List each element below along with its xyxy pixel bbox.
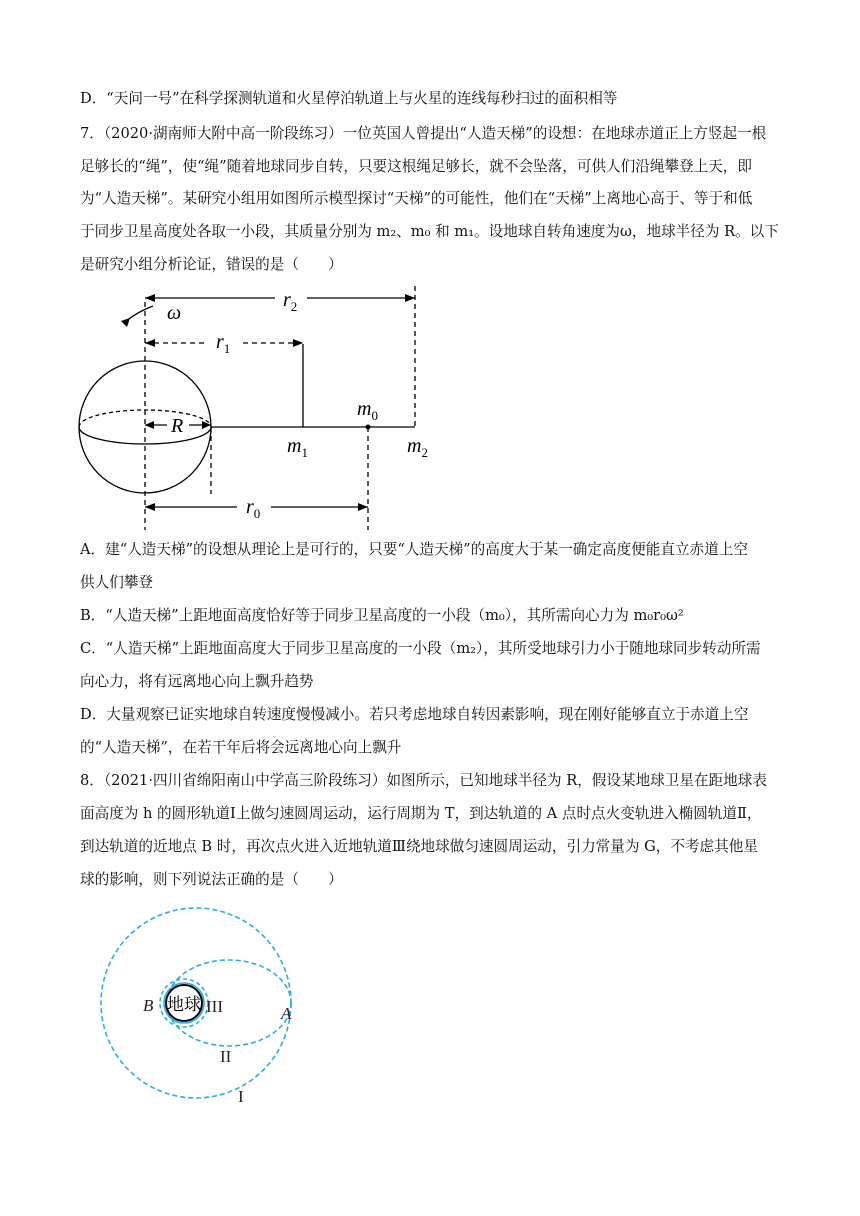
m0-label: $m_0$ (357, 398, 378, 423)
m1-label: $m_1$ (287, 435, 308, 460)
q8-stem-line-1: 8．（2021·四川省绵阳南山中学高三阶段练习）如图所示，已知地球半径为 R，假设某地球卫星在距地球表 (80, 772, 767, 789)
option-d-q6: D．“天问一号”在科学探测轨道和火星停泊轨道上与火星的连线每秒扫过的面积相等 (80, 90, 618, 107)
q7-stem-line-5: 是研究小组分析论证，错误的是（ ） (80, 256, 343, 273)
earth-label: 地球 (167, 995, 201, 1015)
q7-option-d-line-2: 的“人造天梯”，在若干年后将会远离地心向上飘升 (80, 739, 402, 756)
q7-stem-line-4: 于同步卫星高度处各取一小段，其质量分别为 m₂、m₀ 和 m₁。设地球自转角速度为ω，地球半径为 R。以下 (80, 223, 779, 240)
omega-label: ω (167, 302, 182, 324)
q7-option-c-line-2: 向心力，将有远离地心向上飘升趋势 (80, 673, 314, 690)
point-b-label: B (143, 996, 154, 1015)
q7-stem-line-2: 足够长的“绳”，使“绳”随着地球同步自转，只要这根绳足够长，就不会坠落，可供人们沿绳攀登上天，即 (80, 158, 752, 175)
orbit-figure (80, 905, 320, 1105)
q7-option-a-line-1: A．建“人造天梯”的设想从理论上是可行的，只要“人造天梯”的高度大于某一确定高度便能直立赤道上空 (80, 541, 748, 558)
q8-stem-line-3: 到达轨道的近地点 B 时，再次点火进入近地轨道Ⅲ绕地球做匀速圆周运动，引力常量为 G，不考虑其他星 (80, 838, 758, 855)
q8-stem-line-4: 球的影响，则下列说法正确的是（ ） (80, 871, 343, 888)
q7-option-d-line-1: D．大量观察已证实地球自转速度慢慢减小。若只考虑地球自转因素影响，现在刚好能够直立于赤道上空 (80, 706, 749, 723)
q8-stem-line-2: 面高度为 h 的圆形轨道Ⅰ上做匀速圆周运动，运行周期为 T，到达轨道的 A 点时点火变轨进入椭圆轨道Ⅱ， (80, 805, 762, 822)
orbit-3-label: III (206, 997, 223, 1016)
r0-label: $r_0$ (246, 496, 261, 521)
space-elevator-figure (75, 282, 435, 537)
q7-stem-line-3: 为“人造天梯”。某研究小组用如图所示模型探讨“天梯”的可能性，他们在“天梯”上离地心高于、等于和低 (80, 190, 753, 207)
r2-label: $r_2$ (283, 289, 298, 314)
orbit-1-label: I (238, 1087, 244, 1105)
point-a-label: A (281, 1004, 292, 1023)
r1-label: $r_1$ (216, 331, 231, 356)
m2-label: $m_2$ (407, 435, 428, 460)
q7-option-a-line-2: 供人们攀登 (80, 574, 153, 591)
q7-stem-line-1: 7．（2020·湖南师大附中高一阶段练习）一位英国人曾提出“人造天梯”的设想：在地球赤道正上方竖起一根 (80, 125, 767, 142)
q7-option-b: B．“人造天梯”上距地面高度恰好等于同步卫星高度的一小段（m₀），其所需向心力为 m₀r₀ω² (80, 607, 684, 624)
q7-option-c-line-1: C．“人造天梯”上距地面高度大于同步卫星高度的一小段（m₂），其所受地球引力小于随地球同步转动所需 (80, 640, 761, 657)
R-label: R (171, 415, 184, 437)
orbit-2-label: II (220, 1047, 232, 1066)
